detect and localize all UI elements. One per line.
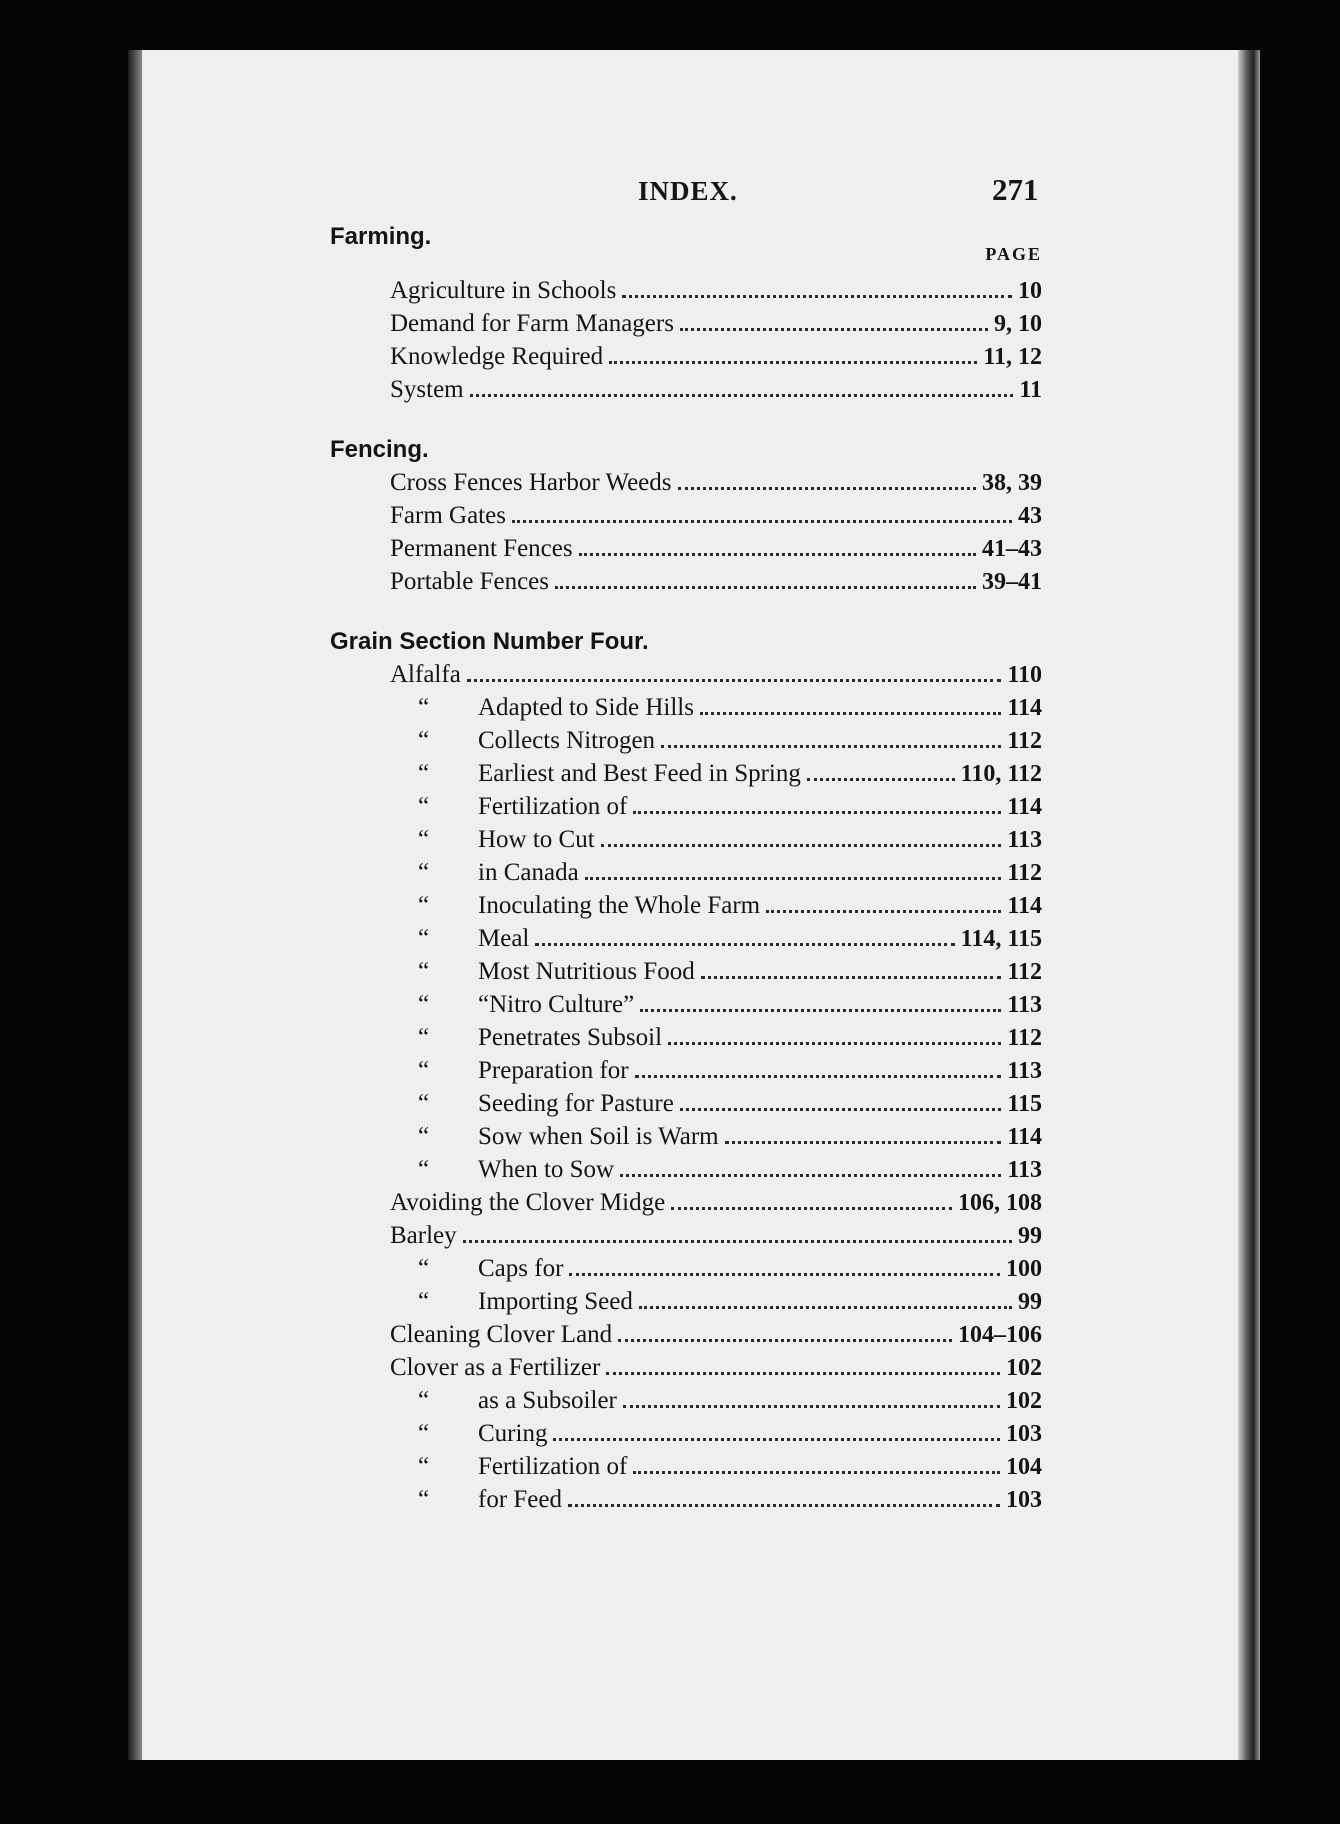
entry-page-ref: 9, 10 [994, 311, 1042, 337]
dot-leader [606, 1362, 1000, 1375]
ditto-mark: “ [418, 859, 430, 886]
entry-page-ref: 114 [1007, 794, 1042, 820]
ditto-mark: “ [418, 1453, 430, 1480]
dot-leader [553, 1428, 1000, 1441]
ditto-mark: “ [418, 991, 430, 1018]
dot-leader [585, 867, 1002, 880]
entry-label: as a Subsoiler [478, 1387, 617, 1414]
entry-page-ref: 102 [1006, 1388, 1042, 1414]
index-entry [330, 1054, 1042, 1087]
index-entry [330, 274, 1042, 307]
entry-label: Inoculating the Whole Farm [478, 892, 761, 919]
entry-label: Cross Fences Harbor Weeds [390, 469, 672, 496]
index-entry [330, 724, 1042, 757]
entry-label: Meal [478, 925, 530, 952]
entry-page-ref: 11, 12 [983, 344, 1042, 370]
entry-label: Earliest and Best Feed in Spring [478, 760, 801, 787]
entry-label: Fertilization of [478, 793, 628, 820]
entry-page-ref: 114 [1007, 695, 1042, 721]
entry-label: Barley [390, 1222, 457, 1249]
dot-leader [680, 318, 988, 331]
running-header [0, 172, 1340, 212]
entry-page-ref: 43 [1018, 503, 1042, 529]
index-entry [330, 1186, 1042, 1219]
entry-label: Penetrates Subsoil [478, 1024, 663, 1051]
ditto-mark: “ [418, 793, 430, 820]
entry-label: Farm Gates [390, 502, 506, 529]
index-entry [330, 1087, 1042, 1120]
running-title: INDEX. [638, 176, 738, 206]
dot-leader [601, 834, 1002, 847]
index-entry [330, 466, 1042, 499]
entry-page-ref: 112 [1007, 959, 1042, 985]
entry-page-ref: 113 [1007, 1157, 1042, 1183]
entry-page-ref: 102 [1006, 1355, 1042, 1381]
page-right-edge [1238, 50, 1260, 1760]
dot-leader [701, 966, 1002, 979]
entry-label: When to Sow [478, 1156, 615, 1183]
index-entry [330, 691, 1042, 724]
index-entry [330, 757, 1042, 790]
entry-page-ref: 112 [1007, 728, 1042, 754]
index-entry [330, 565, 1042, 598]
entry-page-ref: 103 [1006, 1421, 1042, 1447]
entry-page-ref: 113 [1007, 1058, 1042, 1084]
index-entry [330, 1219, 1042, 1252]
index-entry [330, 499, 1042, 532]
dot-leader [807, 768, 955, 781]
index-entry [330, 1450, 1042, 1483]
dot-leader [467, 669, 1002, 682]
dot-leader [568, 1494, 1000, 1507]
dot-leader [640, 999, 1001, 1012]
index-entry [330, 889, 1042, 922]
entry-page-ref: 100 [1006, 1256, 1042, 1282]
entry-page-ref: 106, 108 [958, 1190, 1042, 1216]
ditto-mark: “ [418, 892, 430, 919]
entry-label: Seeding for Pasture [478, 1090, 674, 1117]
entry-label: “Nitro Culture” [478, 991, 635, 1018]
entry-page-ref: 113 [1007, 992, 1042, 1018]
entry-label: Adapted to Side Hills [478, 694, 694, 721]
index-entry [330, 856, 1042, 889]
index-entry [330, 1417, 1042, 1450]
index-entry [330, 658, 1042, 691]
index-entry [330, 1153, 1042, 1186]
entry-label: How to Cut [478, 826, 595, 853]
entry-page-ref: 104 [1006, 1454, 1042, 1480]
ditto-mark: “ [418, 826, 430, 853]
page-binding-edge [128, 50, 142, 1760]
entry-label: Avoiding the Clover Midge [390, 1189, 666, 1216]
dot-leader [639, 1296, 1012, 1309]
ditto-mark: “ [418, 1024, 430, 1051]
index-entry [330, 340, 1042, 373]
dot-leader [671, 1197, 952, 1210]
page-column-label: PAGE [985, 244, 1042, 264]
entry-label: Clover as a Fertilizer [390, 1354, 601, 1381]
index-entry [330, 1351, 1042, 1384]
entry-page-ref: 114 [1007, 893, 1042, 919]
entry-page-ref: 39–41 [982, 569, 1042, 595]
index-entry [330, 1384, 1042, 1417]
index-entry [330, 955, 1042, 988]
entry-page-ref: 11 [1019, 377, 1042, 403]
entry-page-ref: 99 [1018, 1223, 1042, 1249]
ditto-mark: “ [418, 1420, 430, 1447]
entry-label: Most Nutritious Food [478, 958, 695, 985]
ditto-mark: “ [418, 727, 430, 754]
section-heading: Fencing. [330, 436, 429, 463]
ditto-mark: “ [418, 1387, 430, 1414]
entry-label: System [390, 376, 464, 403]
index-entry [330, 790, 1042, 823]
dot-leader [609, 351, 977, 364]
entry-label: Portable Fences [390, 568, 549, 595]
entry-label: Alfalfa [390, 661, 461, 688]
index-entry [330, 1021, 1042, 1054]
ditto-mark: “ [418, 760, 430, 787]
dot-leader [766, 900, 1001, 913]
index-entry [330, 307, 1042, 340]
entry-label: Curing [478, 1420, 548, 1447]
entry-label: Sow when Soil is Warm [478, 1123, 719, 1150]
entry-page-ref: 115 [1007, 1091, 1042, 1117]
dot-leader [678, 477, 977, 490]
dot-leader [635, 1065, 1002, 1078]
section-heading: Farming. [330, 223, 432, 250]
entry-page-ref: 112 [1007, 860, 1042, 886]
entry-label: Demand for Farm Managers [390, 310, 674, 337]
index-entry [330, 988, 1042, 1021]
entry-label: Permanent Fences [390, 535, 573, 562]
index-entry [330, 1252, 1042, 1285]
entry-label: for Feed [478, 1486, 562, 1513]
section-heading: Grain Section Number Four. [330, 628, 649, 655]
entry-page-ref: 41–43 [982, 536, 1042, 562]
ditto-mark: “ [418, 1057, 430, 1084]
dot-leader [620, 1164, 1001, 1177]
entry-page-ref: 38, 39 [982, 470, 1042, 496]
index-entry [330, 823, 1042, 856]
entry-label: in Canada [478, 859, 579, 886]
dot-leader [569, 1263, 1000, 1276]
dot-leader [633, 1461, 1000, 1474]
dot-leader [555, 576, 976, 589]
ditto-mark: “ [418, 1123, 430, 1150]
index-section [330, 434, 1042, 598]
dot-leader [680, 1098, 1002, 1111]
ditto-mark: “ [418, 925, 430, 952]
ditto-mark: “ [418, 1156, 430, 1183]
ditto-mark: “ [418, 958, 430, 985]
dot-leader [668, 1032, 1001, 1045]
entry-page-ref: 103 [1006, 1487, 1042, 1513]
dot-leader [579, 543, 976, 556]
ditto-mark: “ [418, 1486, 430, 1513]
ditto-mark: “ [418, 1255, 430, 1282]
entry-page-ref: 112 [1007, 1025, 1042, 1051]
entry-label: Importing Seed [478, 1288, 633, 1315]
dot-leader [470, 384, 1014, 397]
dot-leader [512, 510, 1012, 523]
index-entry [330, 1285, 1042, 1318]
dot-leader [622, 285, 1012, 298]
index-content [330, 223, 1042, 1544]
index-entry [330, 922, 1042, 955]
entry-page-ref: 99 [1018, 1289, 1042, 1315]
entry-label: Knowledge Required [390, 343, 604, 370]
index-entry [330, 373, 1042, 406]
dot-leader [725, 1131, 1002, 1144]
dot-leader [623, 1395, 1000, 1408]
ditto-mark: “ [418, 694, 430, 721]
ditto-mark: “ [418, 1288, 430, 1315]
entry-page-ref: 114 [1007, 1124, 1042, 1150]
entry-label: Agriculture in Schools [390, 277, 617, 304]
entry-page-ref: 110, 112 [960, 761, 1042, 787]
index-section [330, 223, 1042, 406]
index-section [330, 626, 1042, 1516]
entry-label: Caps for [478, 1255, 564, 1282]
entry-label: Cleaning Clover Land [390, 1321, 613, 1348]
entry-page-ref: 110 [1007, 662, 1042, 688]
page-number: 271 [992, 172, 1039, 207]
index-entry [330, 1318, 1042, 1351]
dot-leader [633, 801, 1001, 814]
entry-page-ref: 113 [1007, 827, 1042, 853]
entry-label: Collects Nitrogen [478, 727, 656, 754]
entry-label: Fertilization of [478, 1453, 628, 1480]
dot-leader [618, 1329, 952, 1342]
index-entry [330, 1483, 1042, 1516]
dot-leader [700, 702, 1001, 715]
dot-leader [661, 735, 1001, 748]
entry-label: Preparation for [478, 1057, 629, 1084]
ditto-mark: “ [418, 1090, 430, 1117]
entry-page-ref: 114, 115 [960, 926, 1042, 952]
dot-leader [463, 1230, 1012, 1243]
index-entry [330, 532, 1042, 565]
entry-page-ref: 104–106 [958, 1322, 1042, 1348]
index-entry [330, 1120, 1042, 1153]
entry-page-ref: 10 [1018, 278, 1042, 304]
dot-leader [535, 933, 954, 946]
